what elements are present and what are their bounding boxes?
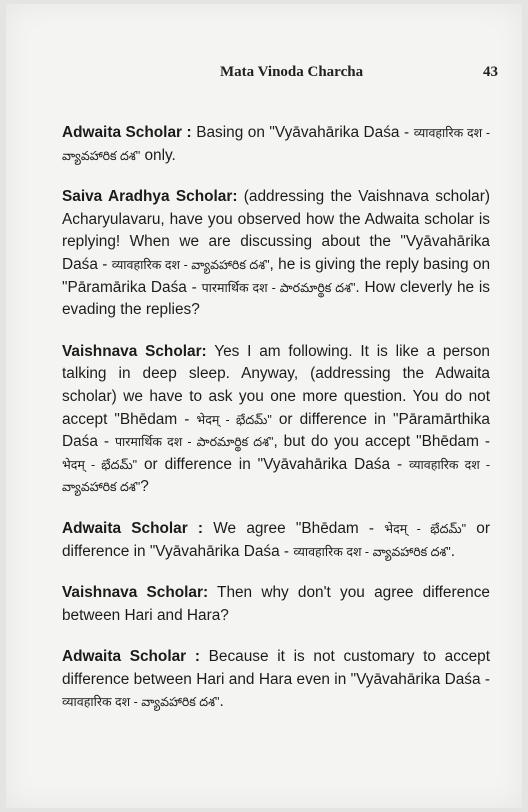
dialogue-body [62, 122, 490, 733]
script-term: भेदम् - భేదమ్" [384, 521, 467, 536]
text-segment: only. [140, 146, 176, 164]
speaker-label: Adwaita Scholar : [62, 648, 200, 666]
script-term: व्यावहारिक दश - వ్యావహారిక దశ" [62, 126, 490, 163]
running-title: Mata Vinoda Charcha [220, 64, 364, 80]
script-term: व्यावहारिक दश - వ్యావహారిక దశ" [62, 457, 491, 495]
script-term: व्यावहारिक दश - వ్యావహారిక దశ" [62, 695, 220, 710]
dialogue-paragraph [62, 341, 490, 499]
text-segment: ? [140, 478, 149, 496]
script-term: भेदम् - భేదమ్" [196, 412, 272, 427]
text-segment: or difference in "Pāramārthika Daśa - [62, 410, 490, 451]
script-term: भेदम् - భేదమ్" [62, 457, 138, 472]
text-segment: Then why don't you agree difference between Hari and Hara? [62, 584, 490, 624]
text-segment: , but do you accept "Bhēdam - [273, 433, 490, 451]
speaker-label: Adwaita Scholar : [62, 519, 204, 537]
text-segment: We agree "Bhēdam - [203, 519, 385, 537]
dialogue-paragraph [62, 646, 490, 714]
script-term: पारमार्थिक दश - పారమార్థిక దశ" [201, 280, 356, 295]
page-header [6, 64, 522, 86]
page-number: 43 [483, 64, 498, 80]
text-segment: , he is giving the reply basing on "Pāramārika Daśa - [62, 255, 490, 296]
text-segment: Basing on "Vyāvahārika Daśa - [191, 124, 414, 141]
script-term: पारमार्थिक दश - పారమార్థిక దశ" [114, 435, 274, 450]
speaker-label: Vaishnava Scholar: [62, 342, 207, 360]
paragraph-text [62, 188, 490, 318]
dialogue-paragraph [62, 186, 490, 322]
book-page [6, 4, 522, 808]
dialogue-paragraph [62, 122, 490, 167]
text-segment: (addressing the Vaishnava scholar) Acharyulavaru, have you observed how the Adwaita scholar is replying! When we are discussing about the "Vyāvahārika Daśa - [62, 188, 490, 273]
text-segment: . [450, 542, 456, 560]
text-segment: . How cleverly he is evading the replies? [62, 278, 490, 319]
text-segment: . [219, 693, 224, 711]
speaker-label: Saiva Aradhya Scholar: [62, 188, 238, 206]
text-segment: or difference in "Vyāvahārika Daśa - [62, 519, 490, 560]
text-segment: Yes I am following. It is like a person talking in deep sleep. Anyway, (addressing the Adwaita scholar) we have to ask you one more question. You do not accept "Bhēdam - [62, 342, 490, 428]
text-segment: or difference in "Vyāvahārika Daśa - [137, 455, 409, 473]
paragraph-text [62, 343, 490, 496]
script-term: व्यावहारिक दश - వ్యావహారిక దశ" [293, 544, 451, 559]
text-segment: Because it is not customary to accept difference between Hari and Hara even in "Vyāvahārika Daśa - [62, 648, 490, 688]
speaker-label: Adwaita Scholar : [62, 124, 192, 141]
speaker-label: Vaishnava Scholar: [62, 584, 209, 602]
dialogue-paragraph [62, 518, 490, 563]
script-term: व्यावहारिक दश - వ్యావహారిక దశ" [111, 257, 270, 272]
dialogue-paragraph [62, 582, 490, 627]
